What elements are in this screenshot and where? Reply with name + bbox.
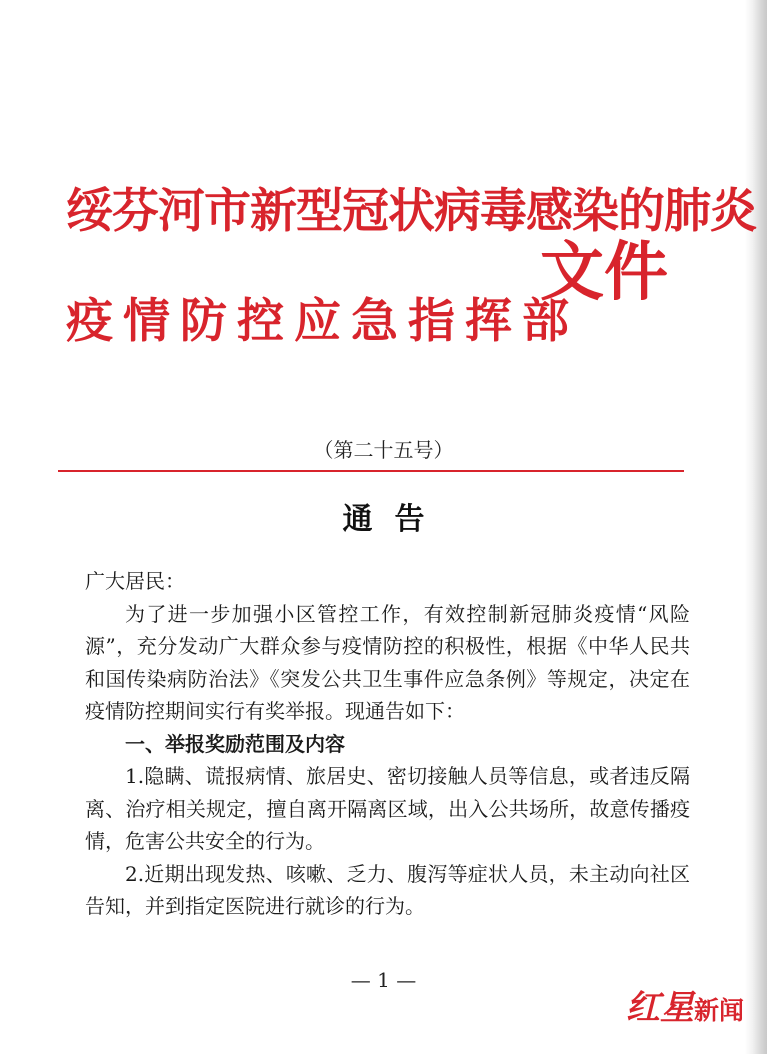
source-watermark — [626, 988, 744, 1034]
document-body — [85, 565, 690, 923]
red-divider-line — [58, 470, 684, 472]
issuer-name-line1: 绥芬河市新型冠状病毒感染的肺炎 — [66, 184, 756, 239]
list-item: 2.近期出现发热、咳嗽、乏力、腹泻等症状人员，未主动向社区告知，并到指定医院进行就诊的行为。 — [85, 861, 690, 918]
section-heading: 一、举报奖励范围及内容 — [125, 731, 345, 756]
issuer-name-line2: 疫情防控应急指挥部 — [66, 294, 579, 349]
watermark-logo: 红星 — [626, 988, 694, 1028]
list-item: 1.隐瞒、谎报病情、旅居史、密切接触人员等信息，或者违反隔离、治疗相关规定，擅自离开隔离区域，出入公共场所，故意传播疫情，危害公共安全的行为。 — [85, 764, 690, 853]
page-number: — 1 — — [350, 968, 417, 992]
document-type-label: 文件 — [540, 235, 668, 310]
watermark-text: 新闻 — [694, 996, 745, 1025]
notice-title: 通告 — [342, 502, 447, 537]
salutation: 广大居民： — [85, 569, 185, 593]
document-number: （第二十五号） — [313, 438, 454, 462]
intro-paragraph: 为了进一步加强小区管控工作，有效控制新冠肺炎疫情“风险源”，充分发动广大群众参与疫情防控的积极性，根据《中华人民共和国传染病防治法》《突发公共卫生事件应急条例》等规定，决定在疫情防控期间实行有奖举报。现通告如下： — [85, 601, 690, 723]
